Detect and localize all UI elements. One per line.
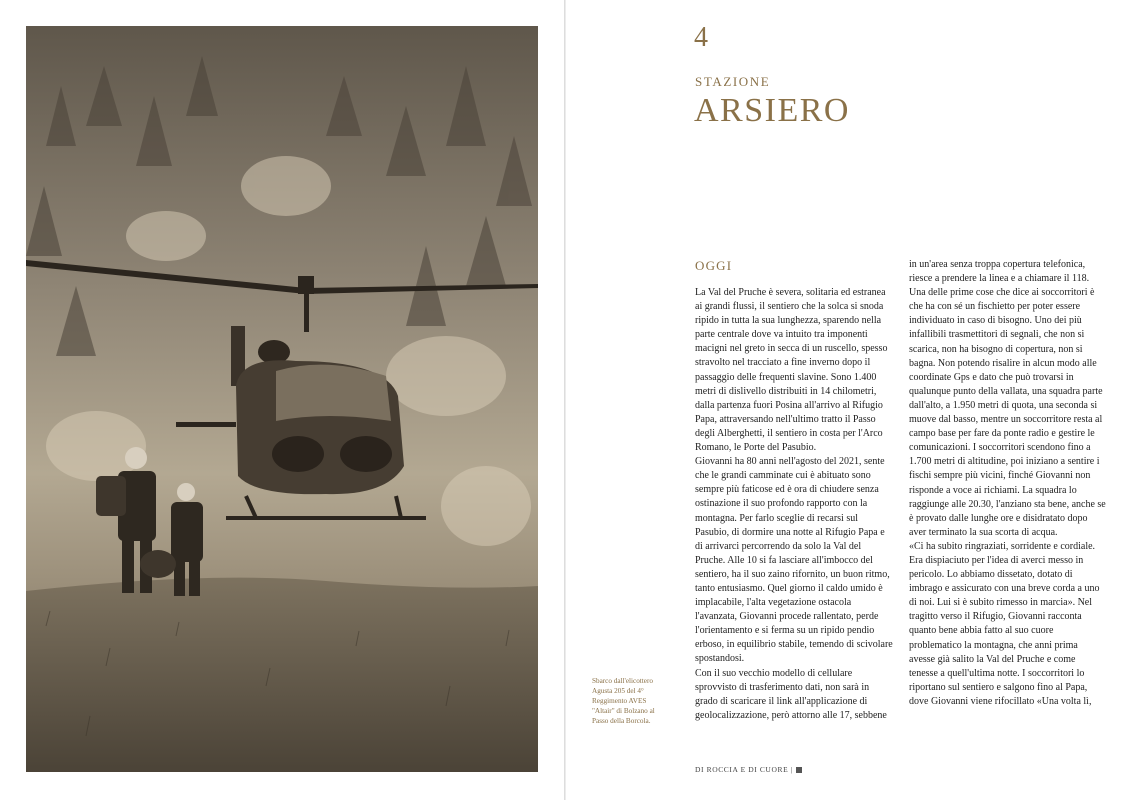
text-column-2 [909,258,1106,709]
page-footer [695,765,802,774]
paragraph: Con il suo vecchio modello di cellulare sprovvisto di trasferimento dati, non sarà in grado di scaricare il link all'applicazione di geolocalizzazione, però attorno alle 17, sebbene [695,667,887,721]
paragraph: in un'area senza troppa copertura telefonica, riesce a prendere la linea e a chiamare il 118. Una delle prime cose che dice ai soccorritori è che ha con sé un fischietto per poter essere individuato in caso di bisogno. Uno dei più infallibili trasmettitori di segnali, che non si scarica, non ha bisogno di copertura, non si bagna. Non potendo risalire in alcun modo alle coordinate Gps e dato che può trovarsi in qualunque punto della vallata, una squadra parte dall'alto, a 1.950 metri di quota, una seconda si muove dal basso, mentre un soccorritore resta al campo base per fare da ponte radio e gestire le comunicazioni. I soccorritori scendono fino a 1.700 metri di altitudine, poi iniziano a sentire i fischi sempre più vicini, finché Giovanni non risponde a voce ai richiami. La squadra lo raggiunge alle 20.30, l'anziano sta bene, anche se è provato dalle lunghe ore e disidratato dopo aver terminato la sua scorta di acqua. [909,259,1106,538]
section-title: OGGI [695,258,733,273]
chapter-number: 4 [694,22,708,53]
helicopter-rescue-photo [26,26,538,772]
photo-caption: Sbarco dall'elicottero Agusta 205 del 4° Reggimento AVES "Altair" di Bolzano al Passo della Borcola. [592,677,655,725]
paragraph: La Val del Pruche è severa, solitaria ed estranea ai grandi flussi, il sentiero che la solca si snoda ripido in tutta la sua lunghezza, sparendo nella parte centrale dove va intuito tra imponenti macigni nel greto in secca di un ruscello, spesso stravolto nel tracciato a fine inverno dopo il passaggio delle frequenti slavine. Sono 1.400 metri di dislivello distribuiti in 14 chilometri, dalla partenza fuori Posina all'arrivo al Rifugio Papa, attraversando nell'ultimo tratto il Passo degli Alberghetti, il sentiero in costa per l'Arco Romano, le Porte del Pasubio. [695,287,888,454]
text-column-1 [695,286,893,723]
page-marker-icon [796,767,802,773]
paragraph: Giovanni ha 80 anni nell'agosto del 2021, sente che le grandi camminate cui è abituato sono sempre più faticose ed è ora di chiudere senza ostinazione il suo profondo rapporto con la montagna. Per farlo sceglie di recarsi sul Pasubio, di dormire una notte al Rifugio Papa e di arrivarci percorrendo da solo la Val del Pruche. Alle 10 si fa lasciare all'imbocco del sentiero, ha il suo zaino rifornito, un buon ritmo, tanto entusiasmo. Quel giorno il caldo umido è implacabile, l'alta vegetazione ostacola l'avanzata, Giovanni procede rallentato, perde l'orientamento e si ferma su un ripido pendio erboso, in equilibrio stabile, temendo di scivolare spostandosi. [695,456,893,665]
paragraph: «Ci ha subito ringraziati, sorridente e cordiale. Era dispiaciuto per l'idea di averci messo in pericolo. Lo abbiamo dissetato, dotato di imbrago e assicurato con una breve corda a uno di noi. Lui si è subito rimesso in marcia». Nel tragitto verso il Rifugio, Giovanni racconta quanto bene abbia fatto al suo cuore problematico la montagna, che anni prima avesse già salito la Val del Pruche e come tenesse a quell'ultima notte. I soccorritori lo riportano sul sentiero e salgono fino al Papa, dove Giovanni viene rifocillato «Una volta lì, [909,540,1100,707]
footer-text: DI ROCCIA E DI CUORE | [695,765,793,774]
station-label: STAZIONE [695,74,771,89]
station-title: ARSIERO [694,92,850,129]
